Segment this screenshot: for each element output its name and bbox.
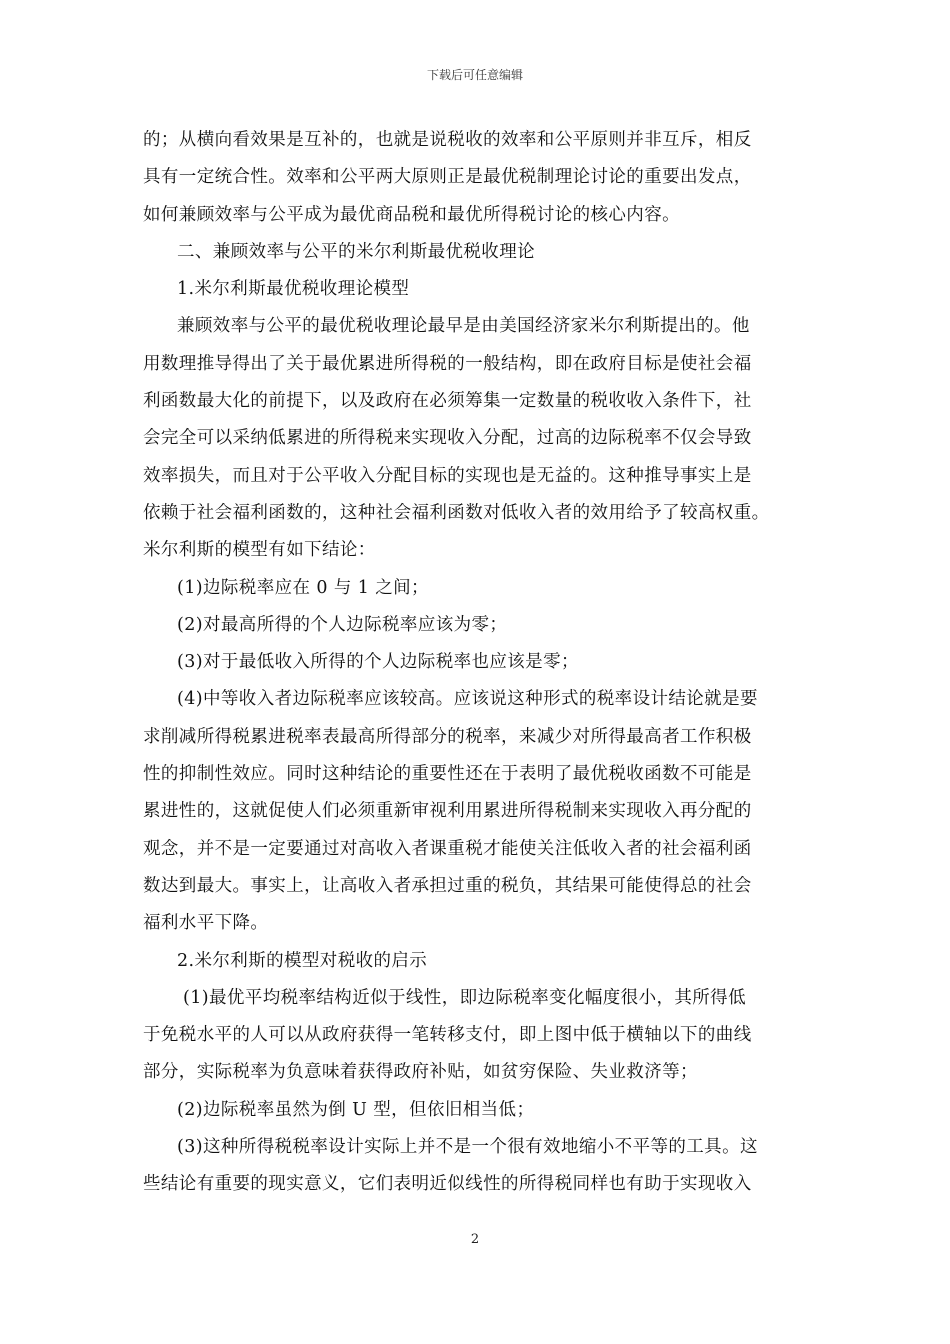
paragraph-line: 福利水平下降。 — [143, 913, 269, 934]
subsection-heading: 2.米尔利斯的模型对税收的启示 — [177, 950, 428, 971]
paragraph-line: 的；从横向看效果是互补的，也就是说税收的效率和公平原则并非互斥，相反 — [143, 130, 752, 150]
paragraph-line: 依赖于社会福利函数的，这种社会福利函数对低收入者的效用给予了较高权重。 — [143, 502, 770, 523]
paragraph-line: 如何兼顾效率与公平成为最优商品税和最优所得税讨论的核心内容。 — [143, 204, 680, 225]
list-item: (2)边际税率虽然为倒 U 型，但依旧相当低； — [177, 1099, 535, 1120]
paragraph-line: 兼顾效率与公平的最优税收理论最早是由美国经济家米尔利斯提出的。他 — [177, 316, 750, 337]
paragraph-line: 于免税水平的人可以从政府获得一笔转移支付，即上图中低于横轴以下的曲线 — [143, 1025, 752, 1046]
paragraph-line: 数达到最大。事实上，让高收入者承担过重的税负，其结果可能使得总的社会 — [143, 875, 752, 896]
paragraph-line: 累进性的，这就促使人们必须重新审视利用累进所得税制来实现收入再分配的 — [143, 801, 752, 822]
subsection-heading: 1.米尔利斯最优税收理论模型 — [177, 279, 410, 300]
paragraph-line: 具有一定统合性。效率和公平两大原则正是最优税制理论讨论的重要出发点， — [143, 167, 752, 188]
paragraph-line: 米尔利斯的模型有如下结论： — [143, 540, 376, 561]
paragraph-line: 求削减所得税累进税率表最高所得部分的税率，来减少对所得最高者工作积极 — [143, 726, 752, 747]
list-item: (1)最优平均税率结构近似于线性，即边际税率变化幅度很小，其所得低 — [183, 987, 746, 1008]
paragraph-line: 会完全可以采纳低累进的所得税来实现收入分配，过高的边际税率不仅会导致 — [143, 428, 752, 449]
page-header: 下载后可任意编辑 — [426, 68, 523, 82]
paragraph-line: 效率损失，而且对于公平收入分配目标的实现也是无益的。这种推导事实上是 — [143, 465, 752, 486]
body-text — [143, 122, 807, 1204]
list-item: (4)中等收入者边际税率应该较高。应该说这种形式的税率设计结论就是要 — [177, 689, 758, 710]
list-item: (2)对最高所得的个人边际税率应该为零； — [177, 614, 508, 635]
list-item: (3)这种所得税税率设计实际上并不是一个很有效地缩小不平等的工具。这 — [177, 1137, 758, 1158]
section-heading: 二、兼顾效率与公平的米尔利斯最优税收理论 — [177, 241, 535, 262]
list-item: (1)边际税率应在 0 与 1 之间； — [177, 577, 429, 598]
paragraph-line: 用数理推导得出了关于最优累进所得税的一般结构，即在政府目标是使社会福 — [143, 353, 752, 374]
paragraph-line: 性的抑制性效应。同时这种结论的重要性还在于表明了最优税收函数不可能是 — [143, 764, 752, 785]
paragraph-line: 利函数最大化的前提下，以及政府在必须筹集一定数量的税收收入条件下，社 — [143, 391, 752, 412]
page-number: 2 — [470, 1232, 480, 1247]
paragraph-line: 观念，并不是一定要通过对高收入者课重税才能使关注低收入者的社会福利函 — [143, 838, 752, 859]
paragraph-line: 些结论有重要的现实意义，它们表明近似线性的所得税同样也有助于实现收入 — [143, 1174, 752, 1195]
paragraph-line: 部分，实际税率为负意味着获得政府补贴，如贫穷保险、失业救济等； — [143, 1062, 698, 1083]
list-item: (3)对于最低收入所得的个人边际税率也应该是零； — [177, 652, 579, 673]
